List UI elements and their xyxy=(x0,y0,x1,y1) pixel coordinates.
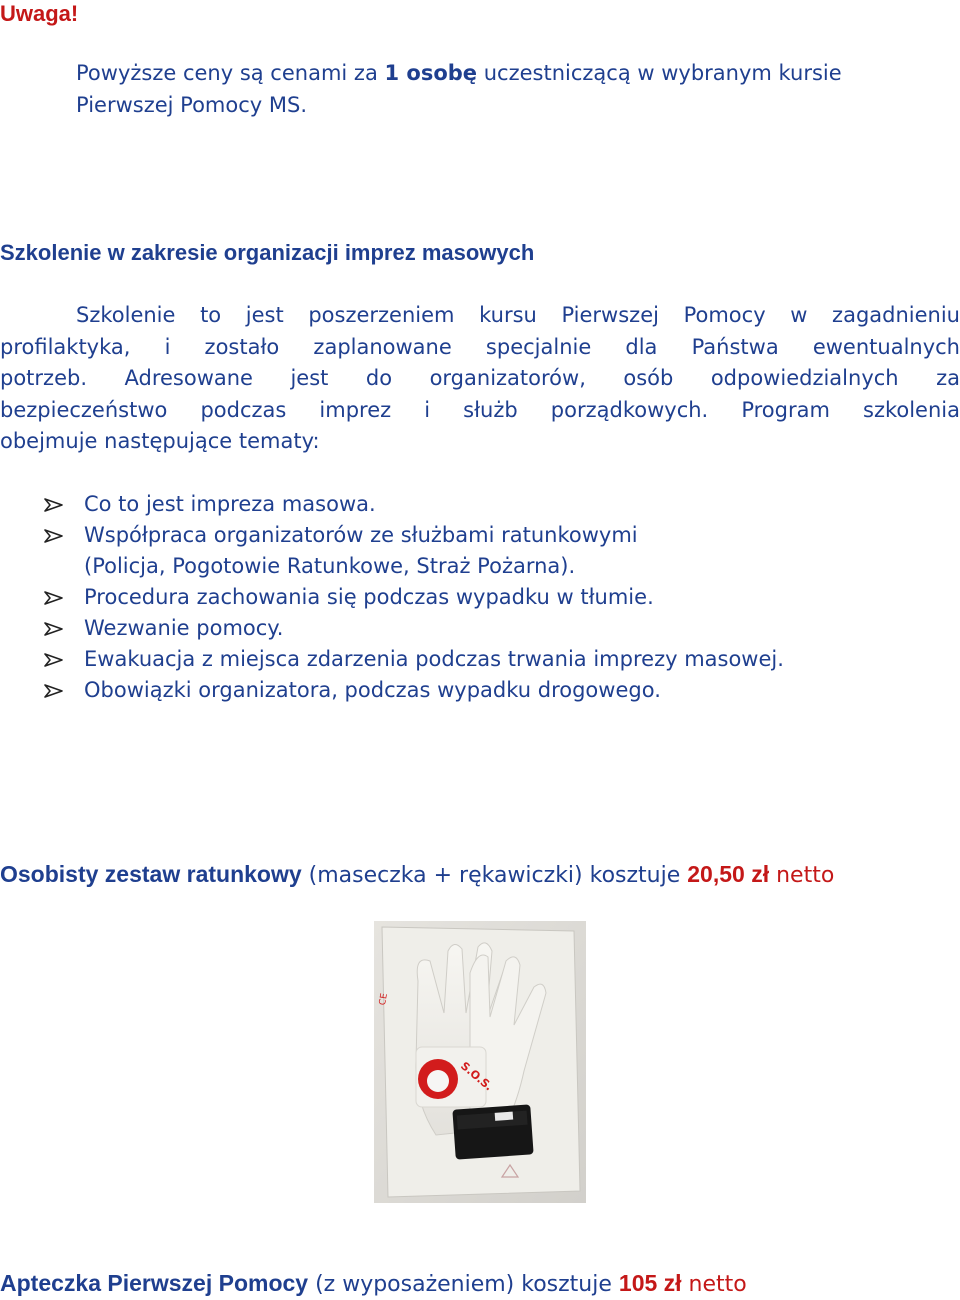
arrow-bullet-icon xyxy=(44,498,64,512)
topic-text: Procedura zachowania się podczas wypadku w tłumie. xyxy=(84,585,654,609)
note-text: Powyższe ceny są cenami za xyxy=(76,61,385,85)
firstaid-price-line xyxy=(0,1268,747,1300)
paragraph-line: profilaktyka, i zostało zaplanowane specjalnie dla Państwa ewentualnych xyxy=(0,334,960,359)
list-item xyxy=(0,675,960,706)
arrow-bullet-icon xyxy=(44,653,64,667)
paragraph-line: Szkolenie to jest poszerzeniem kursu Pierwszej Pomocy w zagadnieniu xyxy=(76,303,960,327)
firstaid-netto: netto xyxy=(681,1272,747,1297)
arrow-bullet-icon xyxy=(44,622,64,636)
paragraph-line: obejmuje następujące tematy: xyxy=(0,429,320,453)
kit-netto: netto xyxy=(769,863,835,888)
paragraph-line: bezpieczeństwo podczas imprez i służb porządkowych. Program szkolenia xyxy=(0,397,960,422)
warning-title: Uwaga! xyxy=(0,1,79,26)
list-item xyxy=(0,520,960,551)
list-item xyxy=(0,644,960,675)
paragraph-line: potrzeb. Adresowane jest do organizatorów, osób odpowiedzialnych za xyxy=(0,366,960,390)
list-item xyxy=(0,613,960,644)
list-item xyxy=(0,489,960,520)
section-heading: Szkolenie w zakresie organizacji imprez masowych xyxy=(0,240,535,265)
arrow-bullet-icon xyxy=(44,684,64,698)
topic-text: Współpraca organizatorów ze służbami ratunkowymi xyxy=(84,523,638,547)
kit-price-line xyxy=(0,859,834,891)
list-item-continuation xyxy=(0,551,960,582)
price-note xyxy=(76,57,956,121)
arrow-bullet-icon xyxy=(44,591,64,605)
topic-text: Co to jest impreza masowa. xyxy=(84,492,376,516)
note-text: uczestniczącą w wybranym kursie xyxy=(477,61,842,85)
price-note-line2: Pierwszej Pomocy MS. xyxy=(76,93,307,117)
firstaid-desc: (z wyposażeniem) kosztuje xyxy=(308,1272,619,1297)
list-item xyxy=(0,582,960,613)
kit-price: 20,50 zł xyxy=(687,861,770,887)
sos-label: S.O.S. xyxy=(458,1059,496,1094)
section-paragraph xyxy=(0,300,960,458)
topic-text: Ewakuacja z miejsca zdarzenia podczas trwania imprezy masowej. xyxy=(84,647,784,671)
price-note-line1 xyxy=(76,57,956,89)
topic-text: (Policja, Pogotowie Ratunkowe, Straż Pożarna). xyxy=(84,554,576,578)
rescue-kit-photo xyxy=(374,921,586,1203)
kit-desc: (maseczka + rękawiczki) kosztuje xyxy=(301,863,688,888)
topic-text: Wezwanie pomocy. xyxy=(84,616,284,640)
topic-list xyxy=(0,489,960,706)
ce-mark: CE xyxy=(378,992,390,1007)
topic-text: Obowiązki organizatora, podczas wypadku drogowego. xyxy=(84,678,661,702)
kit-name: Osobisty zestaw ratunkowy xyxy=(0,861,302,887)
firstaid-price: 105 zł xyxy=(618,1270,682,1296)
arrow-bullet-icon xyxy=(44,529,64,543)
firstaid-name: Apteczka Pierwszej Pomocy xyxy=(0,1270,309,1296)
note-bold: 1 osobę xyxy=(384,61,478,85)
